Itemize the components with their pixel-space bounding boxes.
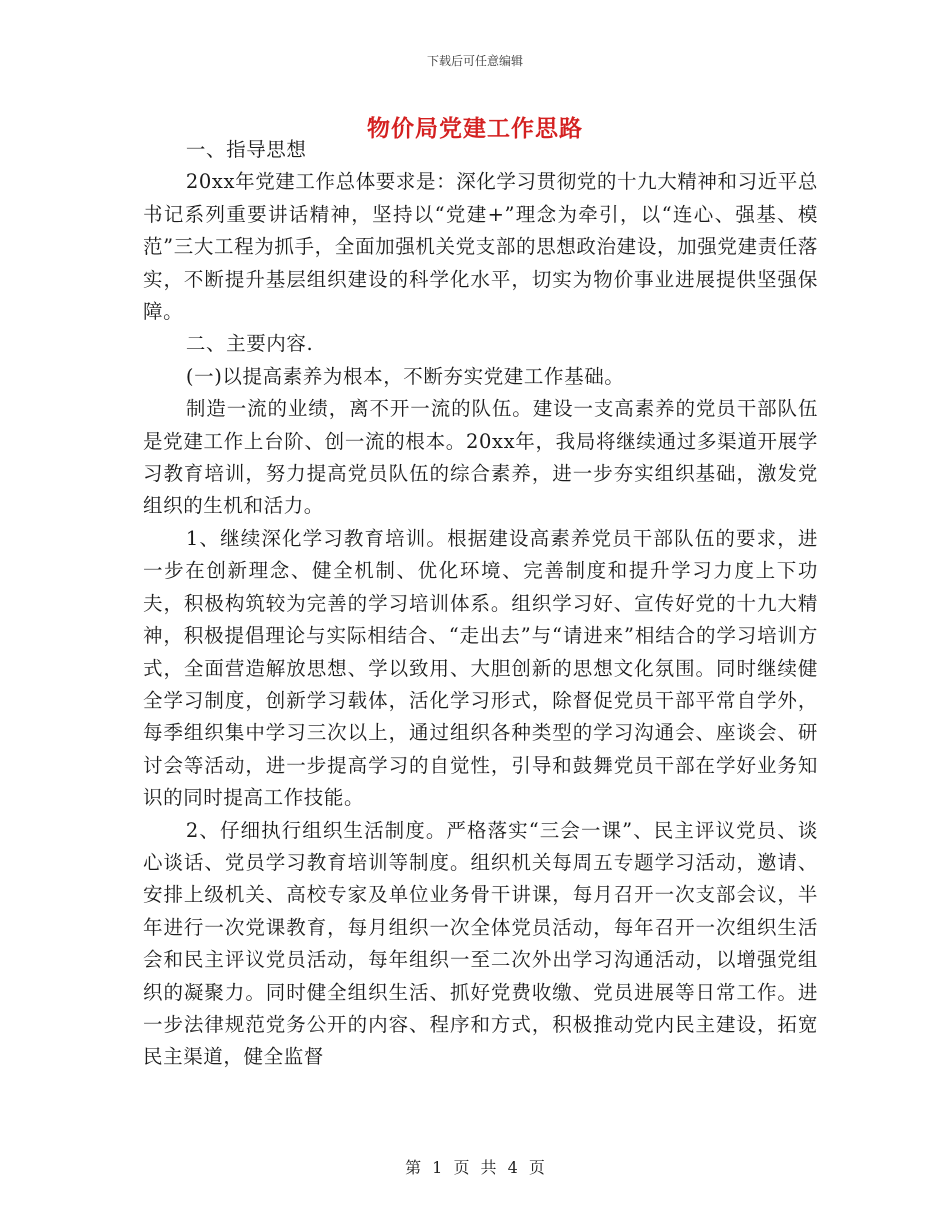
document-body	[143, 134, 818, 1074]
subsection-heading-improve-quality: (一)以提高素养为根本，不断夯实党建工作基础。	[185, 364, 625, 388]
document-title: 物价局党建工作思路	[367, 115, 583, 142]
paragraph-item-1-education-training: 1、继续深化学习教育培训。根据建设高素养党员干部队伍的要求，进一步在创新理念、健全机制、优化环境、完善制度和提升学习力度上下功夫，积极构筑较为完善的学习培训体系。组织学习好、宣传好党的十九大精神，积极提倡理论与实际相结合、“走出去”与“请进来”相结合的学习培训方式，全面营造解放思想、学以致用、大胆创新的思想文化氛围。同时继续健全学习制度，创新学习载体，活化学习形式，除督促党员干部平常自学外，每季组织集中学习三次以上，通过组织各种类型的学习沟通会、座谈会、研讨会等活动，进一步提高学习的自觉性，引导和鼓舞党员干部在学好业务知识的同时提高工作技能。	[143, 526, 818, 810]
page-header-note: 下载后可任意编辑	[426, 54, 523, 68]
section-heading-main-content: 二、主要内容.	[185, 332, 314, 356]
paragraph-overall-requirements: 20xx年党建工作总体要求是：深化学习贯彻党的十九大精神和习近平总书记系列重要讲话精神，坚持以“党建+”理念为牵引，以“连心、强基、模范”三大工程为抓手，全面加强机关党支部的思想政治建设，加强党建责任落实，不断提升基层组织建设的科学化水平，切实为物价事业进展提供坚强保障。	[143, 170, 818, 324]
page-number-footer: 第 1 页 共 4 页	[405, 1158, 545, 1177]
paragraph-item-2-organization-life: 2、仔细执行组织生活制度。严格落实“三会一课”、民主评议党员、谈心谈话、党员学习教育培训等制度。组织机关每周五专题学习活动，邀请、安排上级机关、高校专家及单位业务骨干讲课，每月召开一次支部会议，半年进行一次党课教育，每月组织一次全体党员活动，每年召开一次组织生活会和民主评议党员活动，每年组织一至二次外出学习沟通活动，以增强党组织的凝聚力。同时健全组织生活、抓好党费收缴、党员进展等日常工作。进一步法律规范党务公开的内容、程序和方式，积极推动党内民主建设，拓宽民主渠道，健全监督	[143, 818, 818, 1069]
section-heading-guiding-thought: 一、指导思想	[185, 138, 307, 161]
paragraph-first-class-team: 制造一流的业绩，离不开一流的队伍。建设一支高素养的党员干部队伍是党建工作上台阶、创一流的根本。20xx年，我局将继续通过多渠道开展学习教育培训，努力提高党员队伍的综合素养，进一步夯实组织基础，激发党组织的生机和活力。	[143, 397, 818, 518]
